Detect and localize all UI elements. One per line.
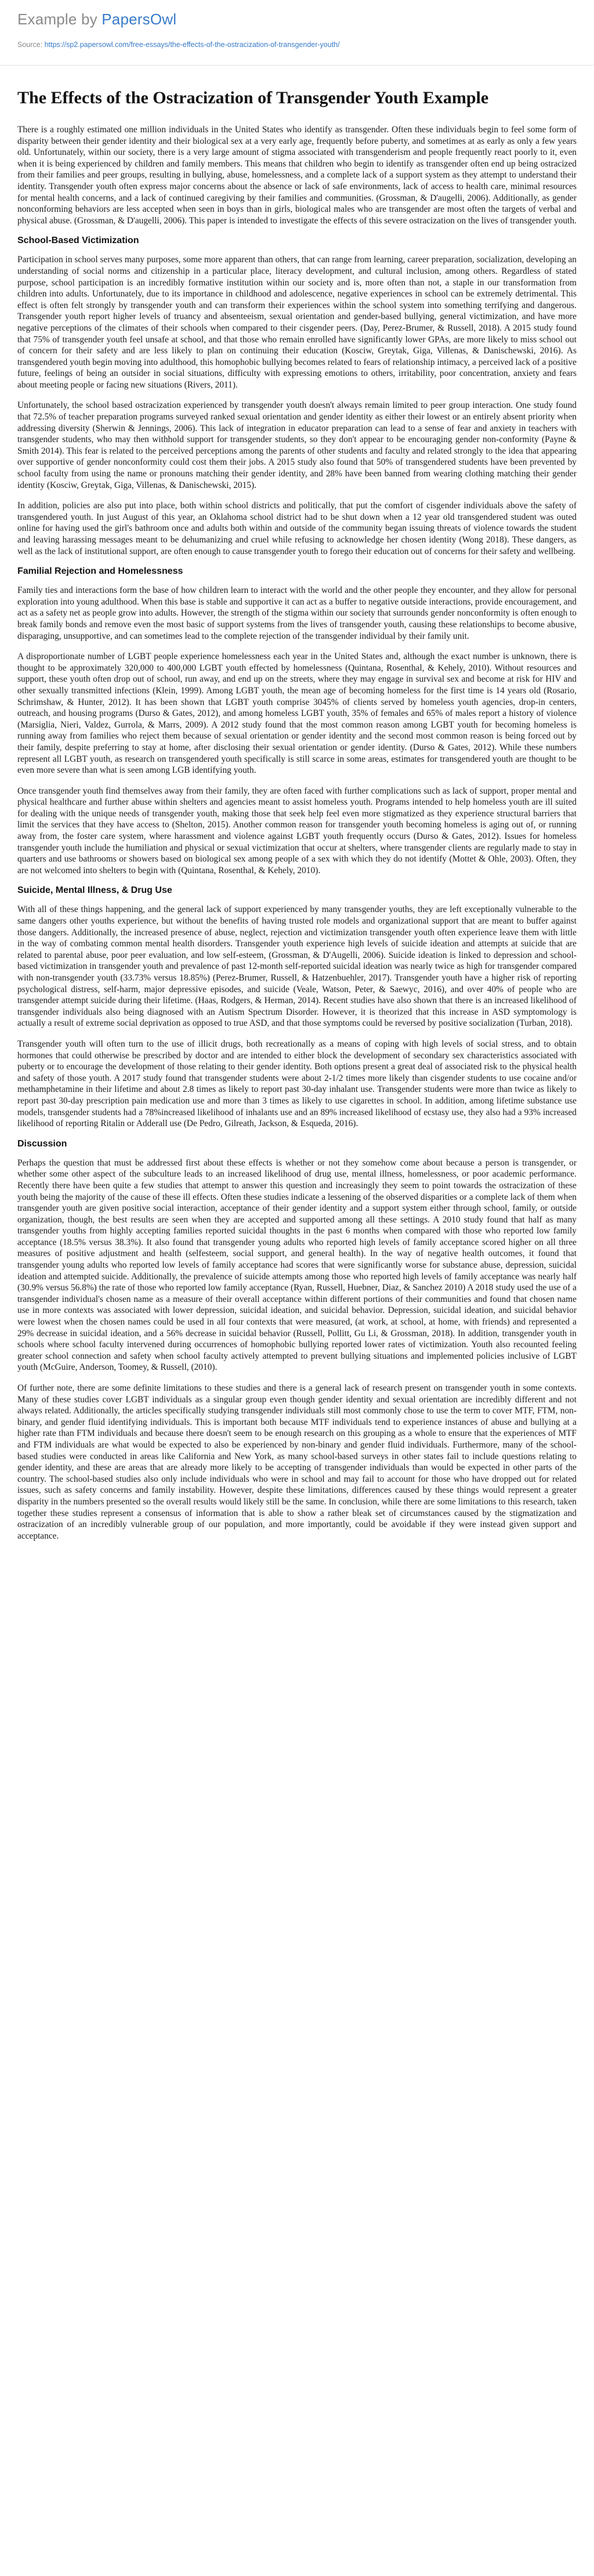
paragraph: In addition, policies are also put into place, both within school districts and politically, that put the comfort of cisgender individuals above the safety of transgendered youth. In just August of this year, an Oklahoma school district had to be shut down when a 12 year old transgendered student was outed online for having used the girl's bathroom once and adults both within and outside of the community began issuing threats of violence towards the student and leaving harassing messages meant to be dehumanizing and cruel while refusing to acknowledge her chosen identity (Wong 2018). These dangers, as well as the lack of institutional support, are often enough to cause transgender youth to forego their education out of concerns for their safety and wellbeing. <box>17 501 577 556</box>
intro-paragraph: There is a roughly estimated one million individuals in the United States who identify as transgender. Often these individuals begin to feel some form of disparity between their gender identity and their biological sex at a very early age, frequently before puberty, and sometimes at as early as only a few years old. Unfortunately, within our society, there is a very large amount of stigma associated with transgenderism and people frequently react poorly to it, even when it is being experienced by children and family members. This means that children who begin to identify as transgender often end up being ostracized from their families and peer groups, resulting in bullying, abuse, homelessness, and a complete lack of a support system as they attempt to understand their identity. Transgender youth often express major concerns about the absence or lack of safe environments, lack of access to health care, minimal resources for mental health concerns, and a lack of continued caregiving by their families and communities. (Grossman, & D'augelli, 2006). Additionally, as gender nonconforming behaviors are less accepted when seen in boys than in girls, biological males who are transgender are most often the targets of verbal and physical abuse. (Grossman, & D'augelli, 2006). This paper is intended to investigate the effects of this severe ostracization on the lives of transgender youth. <box>17 125 577 226</box>
paragraph: Perhaps the question that must be addressed first about these effects is whether or not they somehow come about because a person is transgender, or whether some other aspect of the subculture leads to an increased likelihood of drug use, mental illness, homelessness, or poor academic performance. Recently there have been quite a few studies that attempt to answer this question and increasingly they seem to point towards the ostracization of these youth being the majority of the cause of these ill effects. Often these studies indicate a lessening of the observed disparities or a complete lack of them when transgender youth are given positive social interaction, acceptance of their gender identity and a support system either through school, family, or outside organization, though, the best results are seen when they are accepted and supported among all these settings. A 2010 study found that half as many transgender youths from highly accepting families reported suicidal thoughts in the past 6 months when compared with those who reported low family acceptance (18.5% versus 38.3%). It also found that transgender young adults who reported high levels of family acceptance scored higher on all three measures of positive adjustment and health (selfesteem, social support, and general health). In the way of negative health outcomes, it found that transgender young adults who reported low levels of family acceptance had scores that were significantly worse for substance abuse, depression, suicidal ideation and attempted suicide. Additionally, the prevalence of suicide attempts among those who reported high levels of family acceptance was nearly half (30.9% versus 56.8%) the rate of those who reported low family acceptance (Ryan, Russell, Huebner, Diaz, & Sanchez 2010) A 2018 study used the use of a transgender individual's chosen name as a measure of their overall acceptance within different portions of their communities and found that chosen name use in more contexts was associated with lower depression, suicidal ideation, and suicidal behavior. Depression, suicidal ideation, and suicidal behavior were lowest when the chosen names could be used in all four contexts that were measured, (at work, at school, at home, with friends) and represented a 29% decrease in suicidal ideation, and a 56% decrease in suicidal behavior (Russell, Pollitt, Gu Li, & Grossman, 2018). In addition, transgender youth in schools where school faculty intervened during occurrences of homophobic bullying reported lower rates of victimization. Youth also recounted feeling greater school connection and safety when school faculty actively attempted to prevent bullying situations and implemented policies inclusive of LGBT youth (McGuire, Anderson, Toomey, & Russell, (2010). <box>17 1157 577 1373</box>
brand-logo-text[interactable]: PapersOwl <box>102 10 177 28</box>
source-link[interactable]: https://sp2.papersowl.com/free-essays/the-effects-of-the-ostracization-of-transgender-youth/ <box>44 41 340 49</box>
example-by-line <box>17 10 176 28</box>
paragraph: Transgender youth will often turn to the use of illicit drugs, both recreationally as a means of coping with high levels of social stress, and to obtain hormones that could otherwise be prescribed by doctor and are intended to either block the development of secondary sex characteristics associated with puberty or to encourage the development of those relating to their gender identity. Both options present a great deal of associated risk to the physical health and safety of those youth. A 2017 study found that transgender students were about 2-1/2 times more likely than cisgender students to use cocaine and/or methamphetamine in their lifetime and about 2.8 times as likely to report past 30-day inhalant use. Transgender students were more than twice as likely to report past 30-day prescription pain medication use and more than 3 times as likely to use cigarettes in school. In addition, among lifetime substance use models, transgender students had a 78%increased likelihood of inhalants use and an 89% increased likelihood of ecstasy use, they also had a 93% increased likelihood of reporting Ritalin or Adderall use (De Pedro, Gilreath, Jackson, & Esqueda, 2016). <box>17 1039 577 1129</box>
paragraph: With all of these things happening, and the general lack of support experienced by many transgender youths, they are left exceptionally vulnerable to the same dangers other youths experience, but without the benefits of having trusted role models and organizational support that are meant to buffer against those dangers. Additionally, the increased presence of abuse, neglect, rejection and victimization transgender youth often experience leave them with little in the way of combating common mental health disorders. Transgender youth experience high levels of suicide ideation and attempts at suicide that are related to parental abuse, poor peer evaluation, and low self-esteem, (Grossman, & D'Augelli, 2006). Suicide ideation is linked to depression and school-based victimization in transgender youth and prevalence of past 12-month self-reported suicidal ideation was nearly twice as high for transgender compared with non-transgender youth (33.73% versus 18.85%) (Perez-Brumer, Russell, & Hatzenbuehler, 2017). Transgender youth have a higher risk of reporting psychological distress, self-harm, major depressive episodes, and suicide (Veale, Watson, Peter, & Saewyc, 2016), and over 40% of people who are transgender attempt suicide during their lifetime. (Haas, Rodgers, & Herman, 2014). Recent studies have also shown that there is an increased likelihood of transgender individuals also being diagnosed with an Autism Spectrum Disorder. However, it is theorized that this increase in ASD symptomology is actually a result of extreme social deprivation as opposed to true ASD, and that those symptoms could be reversed by positive socialization (Turban, 2018). <box>17 905 577 1029</box>
paragraph: Once transgender youth find themselves away from their family, they are often faced with further complications such as lack of support, proper mental and physical healthcare and further abuse within shelters and agencies meant to assist homeless youth. Programs intended to help homeless youth are ill suited for dealing with the unique needs of transgender youth, making those that seek help feel even more stigmatized as they experience structural barriers that limit the services that they have access to (Shelton, 2015). Another common reason for transgender youth becoming homeless is aging out of, or running away from, the foster care system, where harassment and violence against LGBT youth frequently occurs (Durso & Gates, 2012). Issues for homeless transgender youth include the humiliation and physical or sexual victimization that occur at shelters, where transgender clients are regularly made to stay in quarters and use bathrooms or showers based on biological sex among people of a sex with which they do not identify (Mottet & Ohle, 2003). Often, they are not welcomed into shelters to begin with (Quintana, Rosenthal, & Kehely, 2010). <box>17 786 577 875</box>
page-header <box>0 0 594 66</box>
section-heading-school: School-Based Victimization <box>17 236 139 246</box>
section-heading-family: Familial Rejection and Homelessness <box>17 566 183 577</box>
section-heading-discussion: Discussion <box>17 1138 67 1149</box>
paragraph: Of further note, there are some definite limitations to these studies and there is a general lack of research present on transgender youth in some contexts. Many of these studies cover LGBT individuals as a singular group even though gender identity and sexual orientation are incredibly different and not always related. Additionally, the articles specifically studying transgender individuals still most commonly chose to use the term to cover MTF, FTM, non-binary, and gender fluid identifying individuals. This is important both because MTF individuals tend to experience instances of abuse and bullying at a higher rate than FTM individuals and because there doesn't seem to be enough research on this grouping as a whole to ensure that the experiences of MTF and FTM individuals are what would be expected to also be experienced by non-binary and gender fluid individuals. Furthermore, many of the school-based studies were conducted in areas like California and New York, as many school-based surveys in other states fail to include questions relating to gender identity, and these are areas that are already more likely to be accepting of transgender individuals than would be expected in other parts of the country. The school-based studies also only include individuals who were in school and may fail to account for those who have dropped out for related issues, such as safety concerns and family instability. However, despite these limitations, differences caused by these things would represent a greater disparity in the numbers presented so the overall results would likely still be the same. In conclusion, while there are some limitations to this research, taken together these studies represent a consensus of information that is able to show a rather bleak set of circumstances caused by the stigmatization and ostracization of an incredibly vulnerable group of our population, and more importantly, could be avoidable if they were instead given support and acceptance. <box>17 1383 577 1541</box>
paragraph: Unfortunately, the school based ostracization experienced by transgender youth doesn't always remain limited to peer group interaction. One study found that 72.5% of teacher preparation programs surveyed ranked sexual orientation and gender identity as either their lowest or an entirely absent priority when addressing diversity (Sherwin & Jennings, 2006). This lack of integration in educator preparation can lead to a sense of fear and anxiety in teachers with transgender students, who may then withhold support for transgender students, so they don't appear to be encouraging gender non-conformity (Payne & Smith 2014). This fear is related to the perceived perceptions among the parents of other students and faculty and related strongly to the idea that appearing over supportive of gender nonconformity could cost them their jobs. A 2015 study also found that 50% of transgendered students have been prevented by school faculty from using the name or pronouns matching their gender identity, and 28% have been banned from wearing clothing matching their gender identity (Kosciw, Greytak, Giga, Villenas, & Danischewski, 2015). <box>17 400 577 490</box>
article-title: The Effects of the Ostracization of Transgender Youth Example <box>17 88 489 107</box>
paragraph: A disproportionate number of LGBT people experience homelessness each year in the United States and, although the exact number is unknown, there is thought to be approximately 320,000 to 400,000 LGBT youth effected by homelessness (Quintana, Rosenthal, & Kehely, 2010). Without resources and support, these youth often drop out of school, run away, and end up on the streets, where they may engage in survival sex and become at risk for HIV and other sexually transmitted infections (Klein, 1999). Among LGBT youth, the mean age of becoming homeless for the first time is 14 years old (Rosario, Schrimshaw, & Hunter, 2012). It has been shown that LGBT youth comprise 3045% of clients served by homeless youth agencies, drop-in centers, outreach, and housing programs (Durso & Gates, 2012), and among homeless LGBT youth, 35% of females and 65% of males report a history of violence (Marsiglia, Nieri, Valdez, Gurrola, & Marrs, 2009). A 2012 study found that the most common reason among LGBT youth for becoming homeless is running away from families who reject them because of sexual orientation or gender identity and the second most common reason is being forced out by their family, despite preferring to stay at home, after disclosing their sexual orientation or gender identity. (Durso & Gates, 2012). While these numbers represent all LGBT youth, as research on transgendered youth specifically is still scarce in some areas, estimates for transgendered youth are thought to be even more severe than what is seen among LGB identifying youth. <box>17 652 577 776</box>
paragraph: Family ties and interactions form the base of how children learn to interact with the world and the other people they encounter, and they allow for personal exploration into young adulthood. When this base is stable and supportive it can act as a buffer to negative outside interactions, provide encouragement, and act as a safety net as people grow into adults. However, the strength of the stigma within our society that surrounds gender nonconformity is often enough to break family bonds and remove even the most basic of support systems from the lives of transgender youth, causing these relationships to become abusive, disparaging, unsupportive, and can sometimes lead to the complete rejection of the transgender individual by their family unit. <box>17 585 577 641</box>
example-prefix: Example by <box>17 10 102 28</box>
article-body <box>17 87 577 1551</box>
paragraph: Participation in school serves many purposes, some more apparent than others, that can range from learning, career preparation, socialization, developing an understanding of social norms and citizenship in a particular place, literacy development, and cultural inclusion, among others. Regardless of stated purpose, school participation is an incredibly formative institution within our society and is, more often than not, a staple in our transformation from children into adults. Unfortunately, due to its importance in childhood and adolescence, negative experiences in school can be extremely detrimental. This effect is often felt strongly by transgender youth and can transform their experiences within the school system into something terrifying and dangerous. Transgender youth report higher levels of truancy and absenteeism, sexual orientation and gender-based bullying, general victimization, and have more negative perceptions of the climates of their schools when compared to their cisgender peers. (Day, Perez-Brumer, & Russell, 2018). A 2015 study found that 75% of transgender youth feel unsafe at school, and that those who remain enrolled have significantly lower GPAs, are more likely to miss school out of concern for their safety and are less likely to plan on continuing their education (Kosciw, Greytak, Giga, Villenas, & Danischewski, 2016). As transgendered youth begin moving into adulthood, this homophobic bullying becomes related to fears of relationship intimacy, a perceived lack of a positive future, feelings of being an outsider in social situations, difficulty with expressing emotions to others, irritability, poor concentration, anxiety and fears about meeting people or facing new situations (Rivers, 2011). <box>17 255 577 390</box>
section-heading-suicide: Suicide, Mental Illness, & Drug Use <box>17 885 172 896</box>
source-label: Source: <box>17 41 45 49</box>
source-line <box>17 41 340 49</box>
